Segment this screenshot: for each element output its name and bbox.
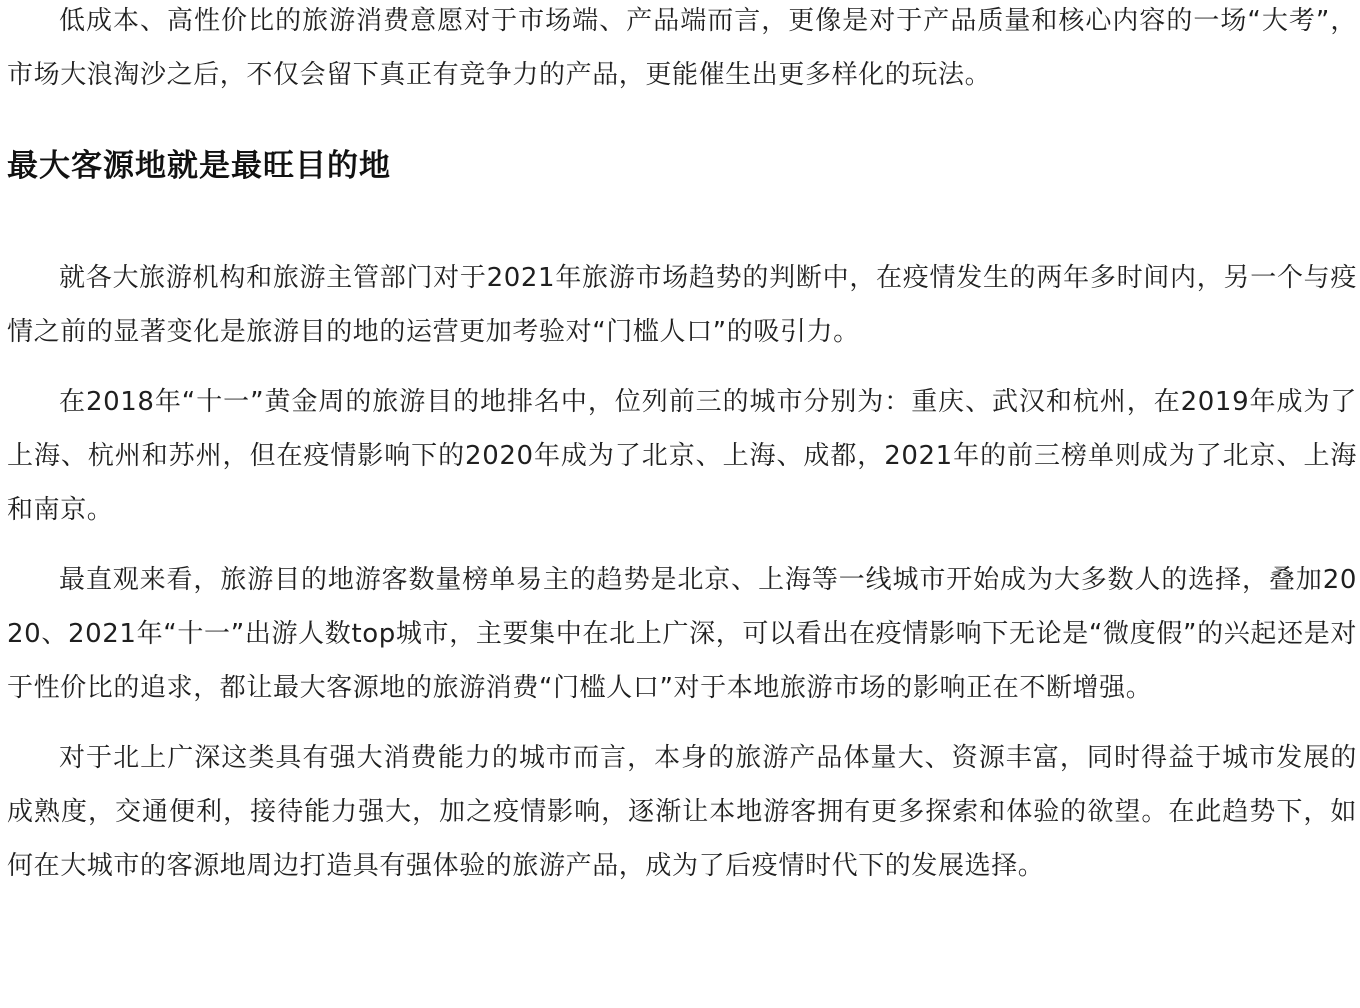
paragraph-rankings: 在2018年“十一”黄金周的旅游目的地排名中，位列前三的城市分别为：重庆、武汉和杭州，在2019年成为了上海、杭州和苏州，但在疫情影响下的2020年成为了北京、上海、成都，2021年的前三榜单则成为了北京、上海和南京。 — [7, 387, 1357, 525]
paragraph-trend: 最直观来看，旅游目的地游客数量榜单易主的趋势是北京、上海等一线城市开始成为大多数人的选择，叠加2020、2021年“十一”出游人数top城市，主要集中在北上广深，可以看出在疫情影响下无论是“微度假”的兴起还是对于性价比的追求，都让最大客源地的旅游消费“门槛人口”对于本地旅游市场的影响正在不断增强。 — [7, 565, 1357, 703]
section-heading: 最大客源地就是最旺目的地 — [7, 148, 391, 184]
article-body — [7, 0, 1357, 893]
paragraph-big-cities: 对于北上广深这类具有强大消费能力的城市而言，本身的旅游产品体量大、资源丰富，同时得益于城市发展的成熟度，交通便利，接待能力强大，加之疫情影响，逐渐让本地游客拥有更多探索和体验的欲望。在此趋势下，如何在大城市的客源地周边打造具有强体验的旅游产品，成为了后疫情时代下的发展选择。 — [7, 743, 1357, 881]
paragraph-goal-shift: 就各大旅游机构和旅游主管部门对于2021年旅游市场趋势的判断中，在疫情发生的两年多时间内，另一个与疫情之前的显著变化是旅游目的地的运营更加考验对“门槛人口”的吸引力。 — [7, 263, 1357, 347]
intro-paragraph: 低成本、高性价比的旅游消费意愿对于市场端、产品端而言，更像是对于产品质量和核心内容的一场“大考”，市场大浪淘沙之后，不仅会留下真正有竞争力的产品，更能催生出更多样化的玩法。 — [7, 6, 1357, 90]
